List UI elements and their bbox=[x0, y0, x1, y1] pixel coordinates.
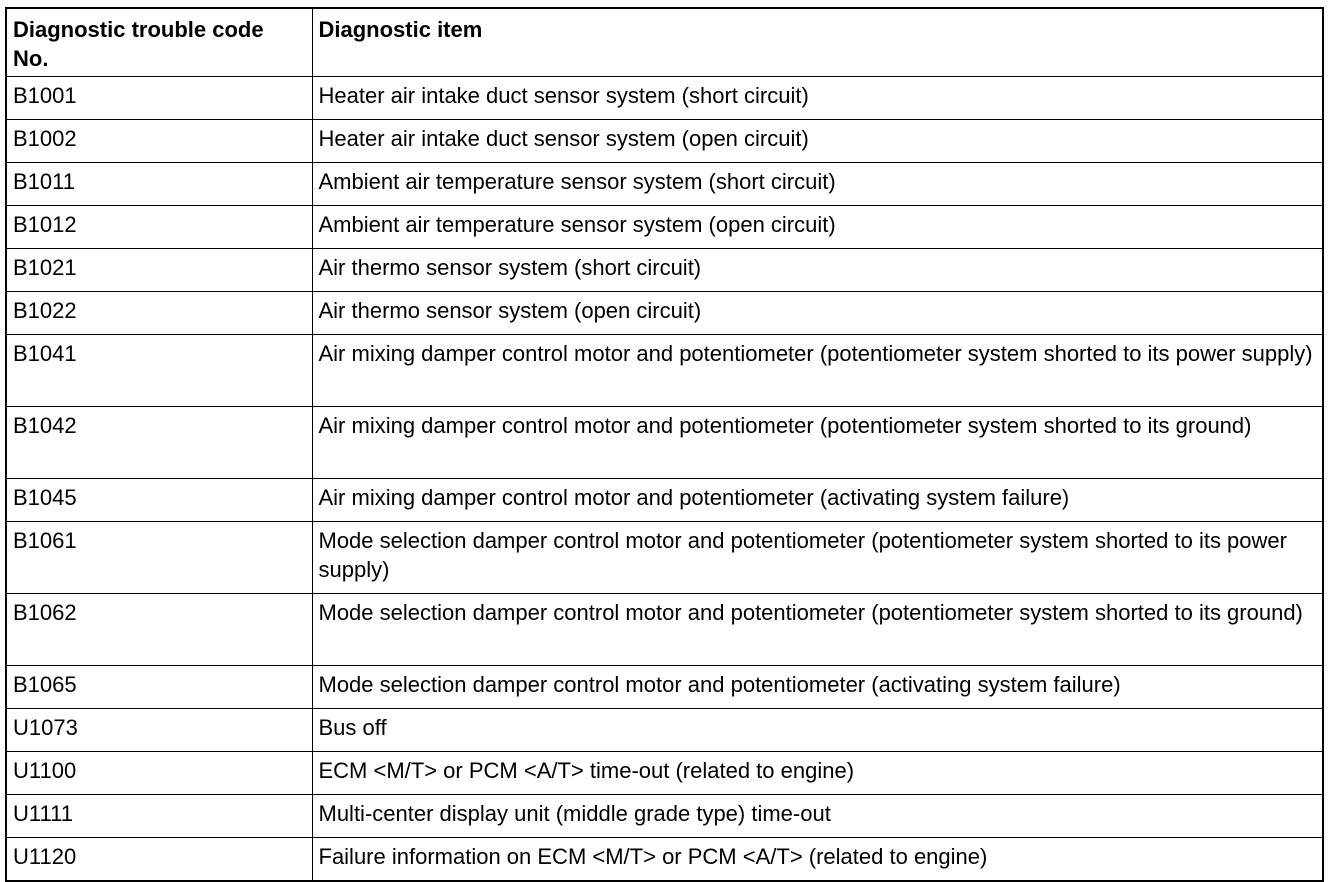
code-cell: B1022 bbox=[6, 292, 312, 335]
table-row bbox=[6, 335, 1323, 407]
item-cell: Air mixing damper control motor and potentiometer (potentiometer system shorted to its ground) bbox=[312, 407, 1323, 479]
code-cell: U1073 bbox=[6, 709, 312, 752]
code-cell: B1001 bbox=[6, 77, 312, 120]
table-row bbox=[6, 163, 1323, 206]
code-cell: B1021 bbox=[6, 249, 312, 292]
table-row bbox=[6, 77, 1323, 120]
code-cell: U1120 bbox=[6, 838, 312, 882]
diagnostic-code-table-container bbox=[5, 7, 1322, 882]
code-cell: U1100 bbox=[6, 752, 312, 795]
item-cell: Mode selection damper control motor and potentiometer (activating system failure) bbox=[312, 666, 1323, 709]
item-cell: Air mixing damper control motor and potentiometer (activating system failure) bbox=[312, 479, 1323, 522]
table-row bbox=[6, 206, 1323, 249]
item-cell: Heater air intake duct sensor system (open circuit) bbox=[312, 120, 1323, 163]
table-row bbox=[6, 479, 1323, 522]
item-cell: Ambient air temperature sensor system (open circuit) bbox=[312, 206, 1323, 249]
code-cell: B1065 bbox=[6, 666, 312, 709]
code-cell: B1062 bbox=[6, 594, 312, 666]
item-cell: Air thermo sensor system (open circuit) bbox=[312, 292, 1323, 335]
table-row bbox=[6, 407, 1323, 479]
table-row bbox=[6, 709, 1323, 752]
table-row bbox=[6, 522, 1323, 594]
item-cell: Failure information on ECM <M/T> or PCM <A/T> (related to engine) bbox=[312, 838, 1323, 882]
header-code: Diagnostic trouble code No. bbox=[6, 8, 312, 77]
code-cell: B1042 bbox=[6, 407, 312, 479]
item-cell: Multi-center display unit (middle grade type) time-out bbox=[312, 795, 1323, 838]
table-row bbox=[6, 249, 1323, 292]
table-row bbox=[6, 120, 1323, 163]
table-row bbox=[6, 795, 1323, 838]
code-cell: B1045 bbox=[6, 479, 312, 522]
item-cell: Mode selection damper control motor and potentiometer (potentiometer system shorted to its ground) bbox=[312, 594, 1323, 666]
item-cell: ECM <M/T> or PCM <A/T> time-out (related to engine) bbox=[312, 752, 1323, 795]
code-cell: B1061 bbox=[6, 522, 312, 594]
table-row bbox=[6, 752, 1323, 795]
header-item: Diagnostic item bbox=[312, 8, 1323, 77]
table-header-row bbox=[6, 8, 1323, 77]
code-cell: B1002 bbox=[6, 120, 312, 163]
item-cell: Air mixing damper control motor and potentiometer (potentiometer system shorted to its power supply) bbox=[312, 335, 1323, 407]
item-cell: Mode selection damper control motor and potentiometer (potentiometer system shorted to its power supply) bbox=[312, 522, 1323, 594]
table-row bbox=[6, 666, 1323, 709]
code-cell: B1011 bbox=[6, 163, 312, 206]
item-cell: Air thermo sensor system (short circuit) bbox=[312, 249, 1323, 292]
table-row bbox=[6, 594, 1323, 666]
item-cell: Ambient air temperature sensor system (short circuit) bbox=[312, 163, 1323, 206]
code-cell: B1041 bbox=[6, 335, 312, 407]
table-row bbox=[6, 838, 1323, 882]
code-cell: U1111 bbox=[6, 795, 312, 838]
table-row bbox=[6, 292, 1323, 335]
code-cell: B1012 bbox=[6, 206, 312, 249]
item-cell: Heater air intake duct sensor system (short circuit) bbox=[312, 77, 1323, 120]
item-cell: Bus off bbox=[312, 709, 1323, 752]
diagnostic-code-table bbox=[5, 7, 1324, 882]
